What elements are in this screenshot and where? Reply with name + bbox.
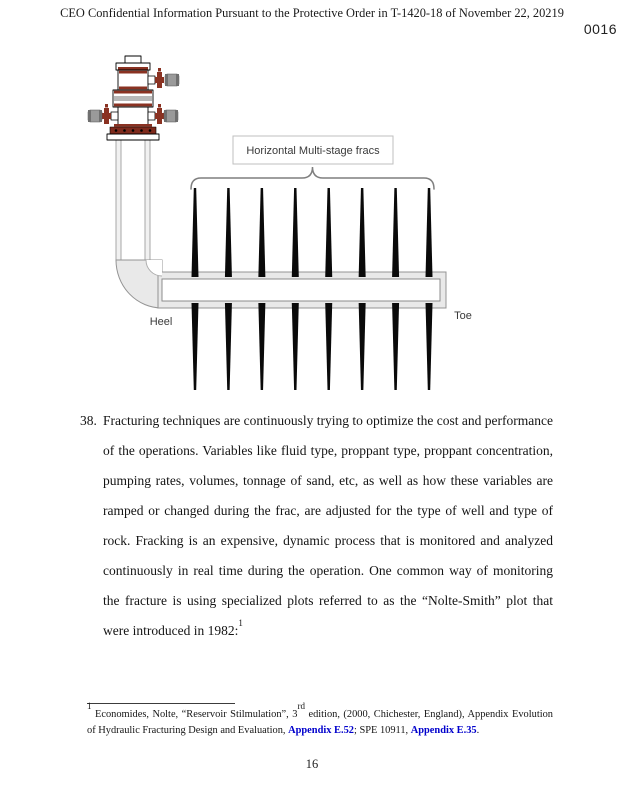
- frac-spike: [258, 303, 265, 390]
- frac-spike: [426, 303, 433, 390]
- label-box-text: Horizontal Multi-stage fracs: [246, 145, 380, 157]
- frac-spike: [426, 188, 433, 277]
- footnote-marker: 1: [87, 700, 92, 711]
- label-box: [233, 136, 393, 164]
- horizontal-wellbore-inner: [162, 279, 440, 301]
- footnote-reference: 1: [238, 617, 243, 628]
- footnote-text-2: edition, (2000, Chichester, England), Appendix Evolution of Hydraulic Fracturing Design and Evaluation,: [87, 709, 553, 736]
- heel-label: Heel: [149, 316, 173, 328]
- appendix-e35-link[interactable]: Appendix E.35: [410, 724, 477, 736]
- paragraph-number: 38.: [80, 413, 97, 428]
- appendix-e52-link[interactable]: Appendix E.52: [288, 724, 354, 736]
- toe-label: Toe: [454, 310, 472, 322]
- footnote-separator: [87, 703, 235, 704]
- confidentiality-header: CEO Confidential Information Pursuant to the Protective Order in T-1420-18 of November 22, 20219: [60, 6, 564, 20]
- frac-spikes-top: [192, 188, 433, 277]
- bates-number: 0016: [583, 21, 617, 37]
- frac-spike: [192, 188, 199, 277]
- frac-spike: [359, 303, 366, 390]
- frac-spikes-bottom: [192, 303, 433, 390]
- frac-spike: [292, 188, 299, 277]
- paragraph-body: [103, 406, 553, 646]
- footnote-ordinal: rd: [297, 700, 305, 711]
- wellhead: [88, 56, 179, 140]
- frac-spike: [359, 188, 366, 277]
- frac-spike: [225, 188, 232, 277]
- frac-spike: [258, 188, 265, 277]
- frac-spike: [392, 188, 399, 277]
- paragraph-38: [80, 406, 553, 646]
- vertical-casing: [116, 140, 150, 261]
- footnote: [87, 700, 553, 738]
- brace: [191, 167, 434, 189]
- frac-spike: [392, 303, 399, 390]
- footnote-text-3: ; SPE 10911,: [353, 724, 411, 736]
- page-number: 16: [305, 757, 319, 771]
- footnote-text-1: Economides, Nolte, “Reservoir Stilmulation”, 3: [91, 709, 298, 720]
- well-frac-diagram: [0, 55, 624, 400]
- frac-spike: [225, 303, 232, 390]
- frac-spike: [325, 303, 332, 390]
- frac-spike: [325, 188, 332, 277]
- frac-spike: [192, 303, 199, 390]
- paragraph-text: Fracturing techniques are continuously trying to optimize the cost and performance of the operations. Variables like fluid type, proppant type, proppant concentration, pumping rates, volumes, tonnage of sand, etc, as well as how these variables are ramped or changed during the frac, are adjusted for the type of well and type of rock. Fracking is an expensive, dynamic process that is monitored and analyzed continuously in real time during the operation. One common way of monitoring the fracture is using specialized plots referred to as the “Nolte-Smith” plot that were introduced in 1982:: [103, 413, 553, 638]
- footnote-text-4: .: [476, 724, 480, 736]
- frac-spike: [292, 303, 299, 390]
